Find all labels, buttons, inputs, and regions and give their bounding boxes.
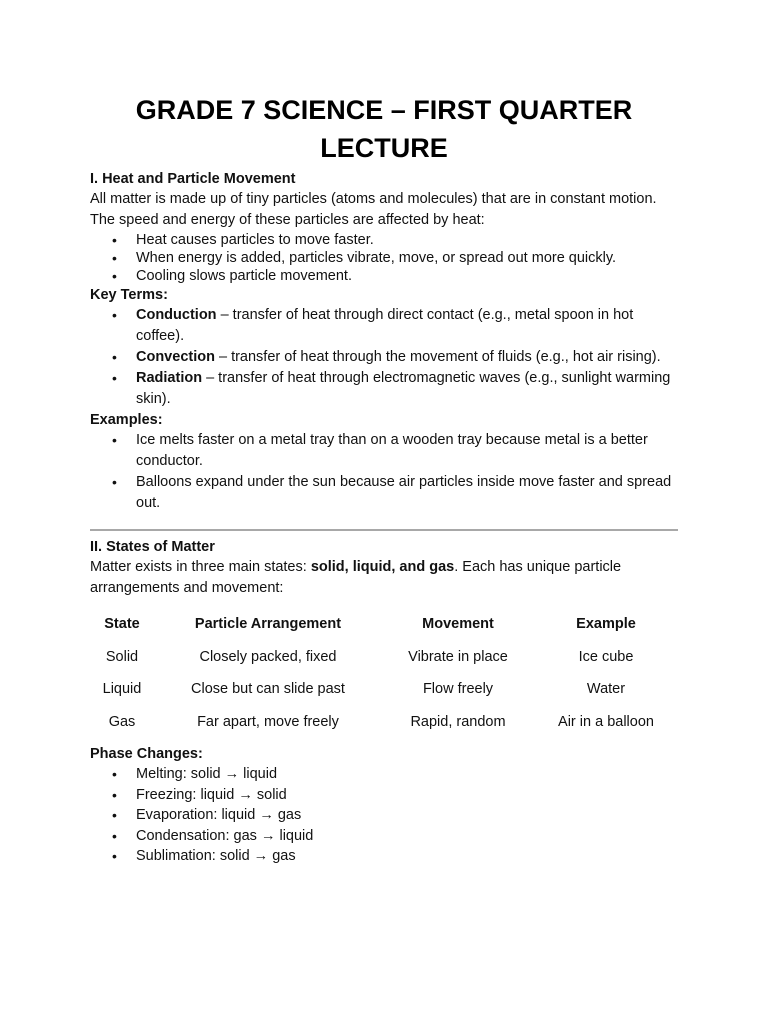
section-intro: All matter is made up of tiny particles (atoms and molecules) that are in constant motion. The speed and energy of these particles are affected by heat:	[90, 191, 657, 228]
table-cell: Liquid	[102, 681, 142, 698]
examples-heading: Examples:	[90, 412, 163, 428]
heat-bullet-list	[90, 231, 678, 285]
list-item: • Condensation: gas → liquid	[136, 826, 678, 847]
table-header-row	[90, 608, 678, 641]
page-title	[90, 0, 678, 167]
key-term-convection	[136, 347, 678, 368]
column-header: Example	[576, 616, 636, 633]
list-item: • Cooling slows particle movement.	[136, 267, 678, 285]
column-header: Particle Arrangement	[194, 616, 342, 633]
table-cell: Ice cube	[578, 648, 634, 665]
intro-text: . Each has unique particle arrangements and movement:	[90, 559, 622, 596]
list-item: • Ice melts faster on a metal tray than on a wooden tray because metal is a better conductor.	[136, 430, 678, 472]
key-term-conduction	[136, 305, 678, 347]
term-description: – transfer of heat through direct contact (e.g., metal spoon in hot coffee).	[136, 307, 634, 344]
term-description: – transfer of heat through the movement of fluids (e.g., hot air rising).	[214, 349, 661, 365]
table-cell: Rapid, random	[410, 713, 506, 730]
list-item: • Melting: solid → liquid	[136, 764, 678, 785]
section-heat-particle-movement	[90, 169, 678, 514]
section-intro	[90, 557, 678, 599]
term-description: – transfer of heat through electromagnetic waves (e.g., sunlight warming skin).	[136, 370, 671, 407]
title-line-2: LECTURE	[320, 133, 448, 163]
table-cell: Flow freely	[422, 681, 494, 698]
title-line-1: GRADE 7 SCIENCE – FIRST QUARTER	[135, 95, 633, 125]
table-row	[90, 641, 678, 674]
section-heading: I. Heat and Particle Movement	[90, 171, 296, 187]
table-cell: Water	[586, 681, 626, 698]
list-item: • Freezing: liquid → solid	[136, 785, 678, 806]
key-terms-list	[90, 305, 678, 410]
table-cell: Closely packed, fixed	[199, 648, 337, 665]
table-cell: Gas	[108, 713, 136, 730]
table-cell: Solid	[105, 648, 139, 665]
section-heading: II. States of Matter	[90, 539, 215, 555]
examples-list	[90, 430, 678, 514]
table-cell: Close but can slide past	[191, 681, 345, 698]
list-item: • Evaporation: liquid → gas	[136, 805, 678, 826]
key-term-radiation	[136, 368, 678, 410]
table-cell: Vibrate in place	[408, 648, 508, 665]
table-row	[90, 673, 678, 706]
list-item: • Sublimation: solid → gas	[136, 846, 678, 867]
phase-changes-list	[90, 764, 678, 867]
table-cell: Far apart, move freely	[197, 713, 339, 730]
column-header: State	[104, 616, 140, 633]
intro-text: Matter exists in three main states:	[90, 559, 311, 575]
term-name: Radiation	[136, 370, 203, 386]
table-cell: Air in a balloon	[558, 713, 654, 730]
list-item: • Balloons expand under the sun because air particles inside move faster and spread out.	[136, 472, 678, 514]
term-name: Conduction	[136, 307, 217, 323]
column-header: Movement	[422, 616, 494, 633]
list-item: • When energy is added, particles vibrate, move, or spread out more quickly.	[136, 249, 678, 267]
section-divider	[90, 529, 678, 531]
section-states-of-matter	[90, 537, 678, 867]
key-terms-heading: Key Terms:	[90, 287, 168, 303]
list-item: • Heat causes particles to move faster.	[136, 231, 678, 249]
phase-changes-heading: Phase Changes:	[90, 746, 203, 762]
table-row	[90, 706, 678, 739]
states-table	[90, 608, 678, 738]
intro-bold-text: solid, liquid, and gas	[310, 559, 455, 575]
term-name: Convection	[136, 349, 215, 365]
